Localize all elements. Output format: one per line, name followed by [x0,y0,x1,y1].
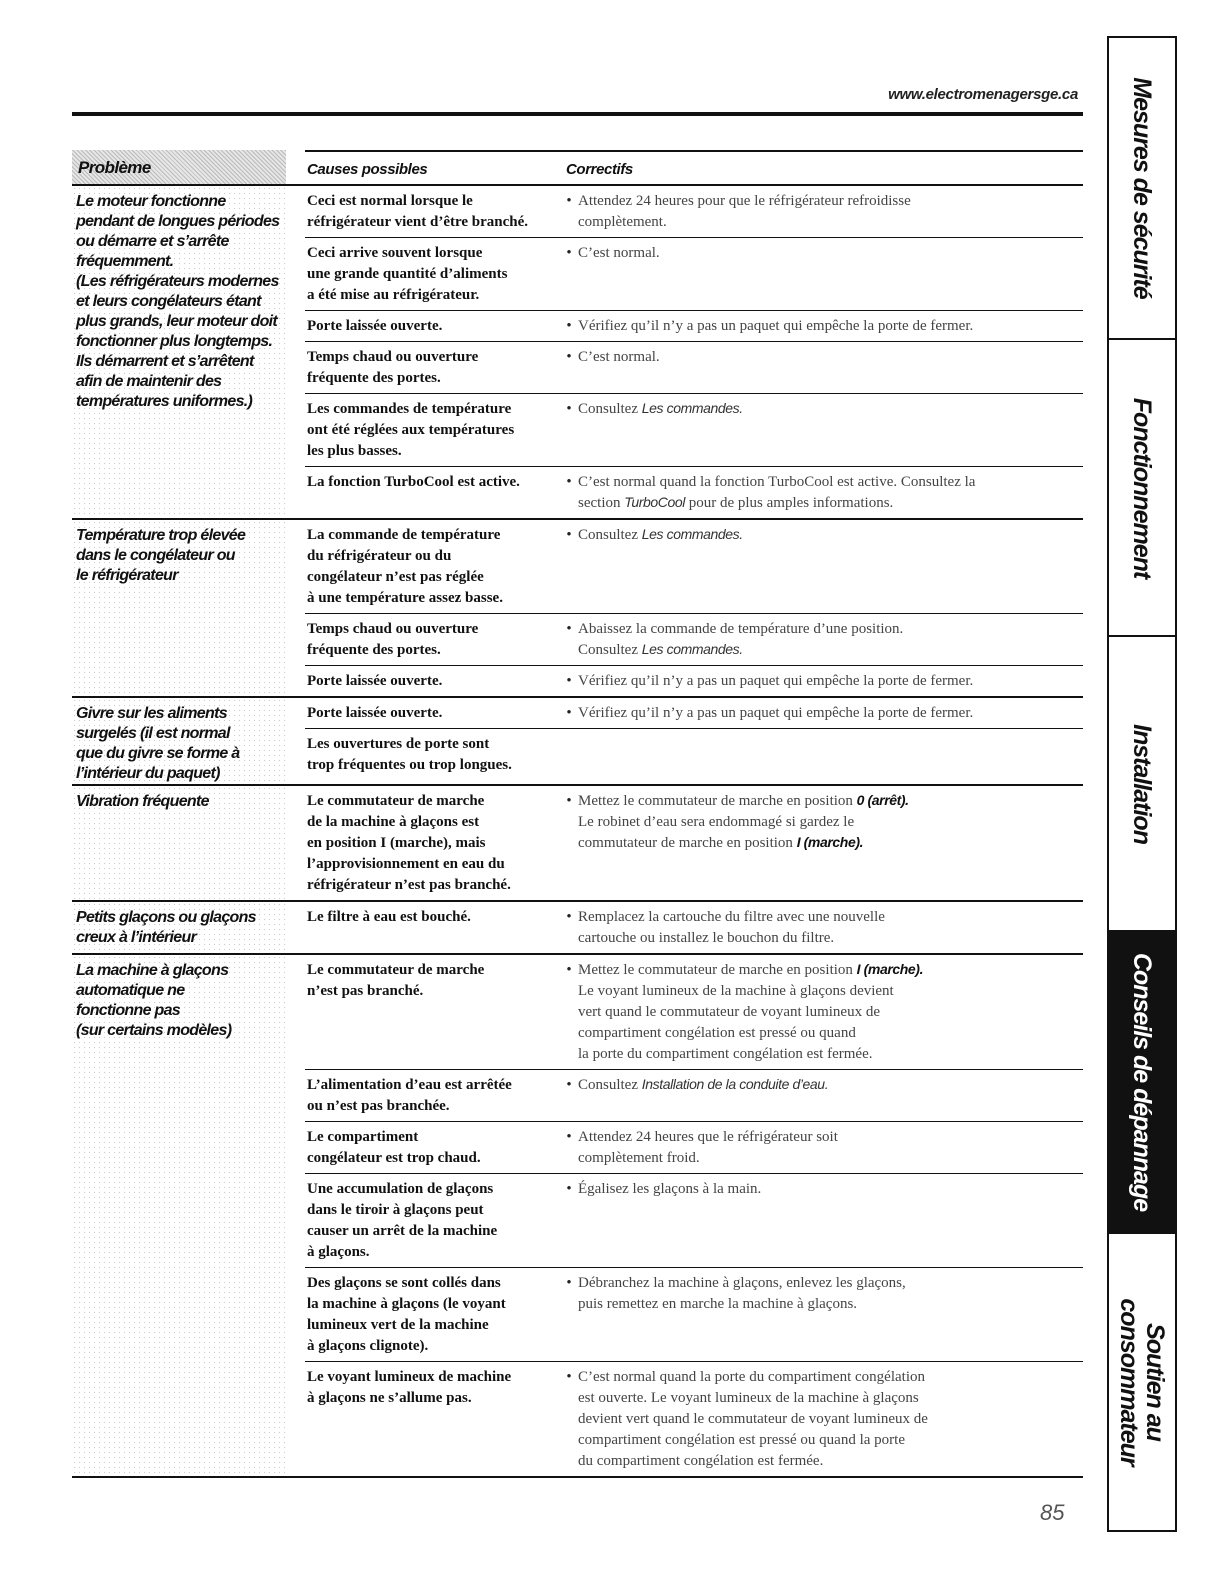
problem-group [72,955,1083,1478]
cause-rows [305,520,1083,696]
cause-text: L’alimentation d’eau est arrêtée ou n’est pas branchée. [307,1077,512,1114]
cause-text: La commande de température du réfrigérateur ou du congélateur n’est pas réglée à une température assez basse. [307,527,503,606]
fix-segment: Consultez [578,401,642,417]
section-tab-2[interactable] [1109,637,1175,932]
fix-text [578,243,1083,306]
cause-text: Le compartiment congélateur est trop chaud. [307,1129,481,1166]
fix-text [578,703,1083,724]
top-rule [72,112,1083,116]
bullet-icon: • [566,193,572,209]
fix-cell [560,191,1083,233]
fix-text [578,960,1083,1065]
fix-segment: C’est normal quand la fonction TurboCool est active. Consultez la section [578,474,976,511]
bullet-icon: • [566,318,572,334]
cause-rows [305,698,1083,784]
header-fixes: Correctifs [558,150,1083,184]
fix-cell [560,960,1083,1065]
cause-rows [305,955,1083,1476]
problem-group [72,186,1083,520]
cause-text: Des glaçons se sont collés dans la machine à glaçons (le voyant lumineux vert de la machine à glaçons clignote). [307,1275,506,1354]
fix-segment: Abaissez la commande de température d’une position. Consultez [578,621,904,658]
problem-group [72,698,1083,786]
fix-emphasis: Les commandes. [641,641,743,657]
fix-emphasis: I (marche). [796,834,864,850]
header-causes: Causes possibles [305,150,558,184]
fix-cell [560,316,1083,337]
fix-cell [560,1127,1083,1169]
bullet-icon: • [566,474,572,490]
cause-text: La fonction TurboCool est active. [307,474,520,490]
fix-cell [560,1075,1083,1117]
bullet-icon: • [566,909,572,925]
fix-segment: pour de plus amples informations. [684,495,894,511]
table-row [305,1122,1083,1174]
fix-cell [560,399,1083,462]
fix-cell [560,472,1083,514]
table-row [305,342,1083,394]
cause-text: Temps chaud ou ouverture fréquente des portes. [307,349,479,386]
cause-text: Porte laissée ouverte. [307,318,443,334]
fix-text [578,1075,1083,1117]
table-row [305,614,1083,666]
cause-text: Les commandes de température ont été réglées aux températures les plus basses. [307,401,515,459]
section-tabs [1107,36,1177,1532]
table-row [305,394,1083,467]
fix-emphasis: 0 (arrêt). [856,792,909,808]
section-tab-label: Soutien au consommateur [1115,1298,1169,1466]
problem-text: Petits glaçons ou glaçons creux à l’intérieur [72,902,286,953]
table-row [305,698,1083,729]
fix-segment: Attendez 24 heures que le réfrigérateur soit complètement froid. [578,1129,838,1166]
problem-text: Givre sur les aliments surgelés (il est normal que du givre se forme à l’intérieur du paquet) [72,698,286,784]
cause-rows [305,902,1083,953]
table-body [72,186,1083,1478]
cause-text: Temps chaud ou ouverture fréquente des portes. [307,621,479,658]
fix-segment: Consultez [578,527,642,543]
fix-cell [560,525,1083,609]
fix-emphasis: Installation de la conduite d’eau. [641,1076,829,1092]
fix-segment: Mettez le commutateur de marche en position [578,962,857,978]
fix-cell [560,243,1083,306]
bullet-icon: • [566,527,572,543]
section-tab-label: Mesures de sécurité [1128,77,1156,299]
cause-text: Le filtre à eau est bouché. [307,909,471,925]
table-row [305,1070,1083,1122]
fix-text [578,347,1083,389]
fix-segment: Débranchez la machine à glaçons, enlevez les glaçons, puis remettez en marche la machine à glaçons. [578,1275,906,1312]
fix-segment: Le robinet d’eau sera endommagé si gardez le commutateur de marche en position [578,814,855,851]
table-row [305,311,1083,342]
cause-rows [305,786,1083,900]
table-row [305,467,1083,518]
section-tab-label: Installation [1128,723,1156,844]
fix-cell [560,703,1083,724]
table-header [72,150,1083,186]
cause-text: Ceci est normal lorsque le réfrigérateur vient d’être branché. [307,193,529,230]
fix-segment: Mettez le commutateur de marche en position [578,793,857,809]
fix-segment: C’est normal. [578,245,660,261]
section-tab-1[interactable] [1109,340,1175,637]
fix-cell [560,1179,1083,1263]
fix-cell [560,791,1083,896]
cause-text: Porte laissée ouverte. [307,705,443,721]
cause-text: Porte laissée ouverte. [307,673,443,689]
fix-segment: Vérifiez qu’il n’y a pas un paquet qui empêche la porte de fermer. [578,318,974,334]
problem-text: Vibration fréquente [72,786,286,900]
fix-text [578,472,1083,514]
table-row [305,1268,1083,1362]
fix-text [578,1179,1083,1263]
fix-segment: Vérifiez qu’il n’y a pas un paquet qui empêche la porte de fermer. [578,705,974,721]
table-row [305,729,1083,780]
cause-text: Ceci arrive souvent lorsque une grande quantité d’aliments a été mise au réfrigérateur. [307,245,508,303]
bullet-icon: • [566,1129,572,1145]
fix-text [578,907,1083,949]
fix-text [578,791,1083,896]
table-row [305,955,1083,1070]
bullet-icon: • [566,621,572,637]
bullet-icon: • [566,705,572,721]
table-row [305,902,1083,953]
section-tab-3[interactable] [1109,932,1175,1234]
bullet-icon: • [566,401,572,417]
fix-text [578,619,1083,661]
fix-text [578,1127,1083,1169]
fix-cell [560,1367,1083,1472]
cause-text: Le commutateur de marche n’est pas branché. [307,962,485,999]
table-row [305,520,1083,614]
fix-cell [560,671,1083,692]
section-tab-label: Fonctionnement [1128,397,1156,578]
bullet-icon: • [566,245,572,261]
fix-segment: Remplacez la cartouche du filtre avec une nouvelle cartouche ou installez le bouchon du filtre. [578,909,885,946]
page-number: 85 [1040,1500,1065,1525]
bullet-icon: • [566,349,572,365]
fix-text [578,1367,1083,1472]
table-row [305,786,1083,900]
cause-text: Une accumulation de glaçons dans le tiroir à glaçons peut causer un arrêt de la machine à glaçons. [307,1181,498,1260]
section-tab-0[interactable] [1109,38,1175,340]
fix-cell [560,619,1083,661]
bullet-icon: • [566,1077,572,1093]
problem-text: Le moteur fonctionne pendant de longues périodes ou démarre et s’arrête fréquemment. (Les réfrigérateurs modernes et leurs congélateurs étant plus grands, leur moteur doit fonctionner plus longtemps. Ils démarrent et s’arrêtent afin de maintenir des températures uniformes.) [72,186,286,518]
table-row [305,238,1083,311]
fix-emphasis: Les commandes. [641,526,743,542]
problem-group [72,786,1083,902]
problem-group [72,902,1083,955]
cause-rows [305,186,1083,518]
bullet-icon: • [566,1369,572,1385]
bullet-icon: • [566,962,572,978]
fix-segment: Attendez 24 heures pour que le réfrigérateur refroidisse complètement. [578,193,911,230]
bullet-icon: • [566,673,572,689]
fix-cell [560,907,1083,949]
bullet-icon: • [566,1275,572,1291]
table-row [305,1174,1083,1268]
section-tab-4[interactable] [1109,1234,1175,1530]
fix-text [578,671,1083,692]
section-tab-label: Conseils de dépannage [1128,952,1156,1212]
fix-segment: Vérifiez qu’il n’y a pas un paquet qui empêche la porte de fermer. [578,673,974,689]
problem-text: Température trop élevée dans le congélateur ou le réfrigérateur [72,520,286,696]
fix-cell [560,347,1083,389]
bullet-icon: • [566,793,572,809]
website-url: www.electromenagersge.ca [888,86,1078,103]
fix-segment: C’est normal quand la porte du compartiment congélation est ouverte. Le voyant lumineux de la machine à glaçons devient vert quand le commutateur de voyant lumineux de compartiment congélation est pressé ou quand la porte du compartiment congélation est fermée. [578,1369,928,1469]
cause-text: Le commutateur de marche de la machine à glaçons est en position I (marche), mais l’approvisionnement en eau du réfrigérateur n’est pas branché. [307,793,511,893]
fix-text [578,1273,1083,1357]
fix-emphasis: I (marche). [856,961,924,977]
problem-text: La machine à glaçons automatique ne fonctionne pas (sur certains modèles) [72,955,286,1476]
troubleshooting-table [72,150,1083,1478]
cause-text: Le voyant lumineux de machine à glaçons ne s’allume pas. [307,1369,512,1406]
fix-segment: Consultez [578,1077,642,1093]
fix-segment: Égalisez les glaçons à la main. [578,1181,762,1197]
fix-cell [560,1273,1083,1357]
table-row [305,1362,1083,1476]
table-row [305,666,1083,696]
fix-text [578,525,1083,609]
bullet-icon: • [566,1181,572,1197]
fix-text [578,316,1083,337]
table-row [305,186,1083,238]
fix-emphasis: Les commandes. [641,400,743,416]
fix-cell [560,734,1083,776]
problem-group [72,520,1083,698]
fix-text [578,399,1083,462]
fix-segment: Le voyant lumineux de la machine à glaçons devient vert quand le commutateur de voyant lumineux de compartiment congélation est pressé ou quand la porte du compartiment congélation est fermée. [578,983,894,1062]
fix-text [578,191,1083,233]
header-problem: Problème [72,150,286,184]
fix-segment: C’est normal. [578,349,660,365]
fix-emphasis: TurboCool [624,494,685,510]
cause-text: Les ouvertures de porte sont trop fréquentes ou trop longues. [307,736,512,773]
